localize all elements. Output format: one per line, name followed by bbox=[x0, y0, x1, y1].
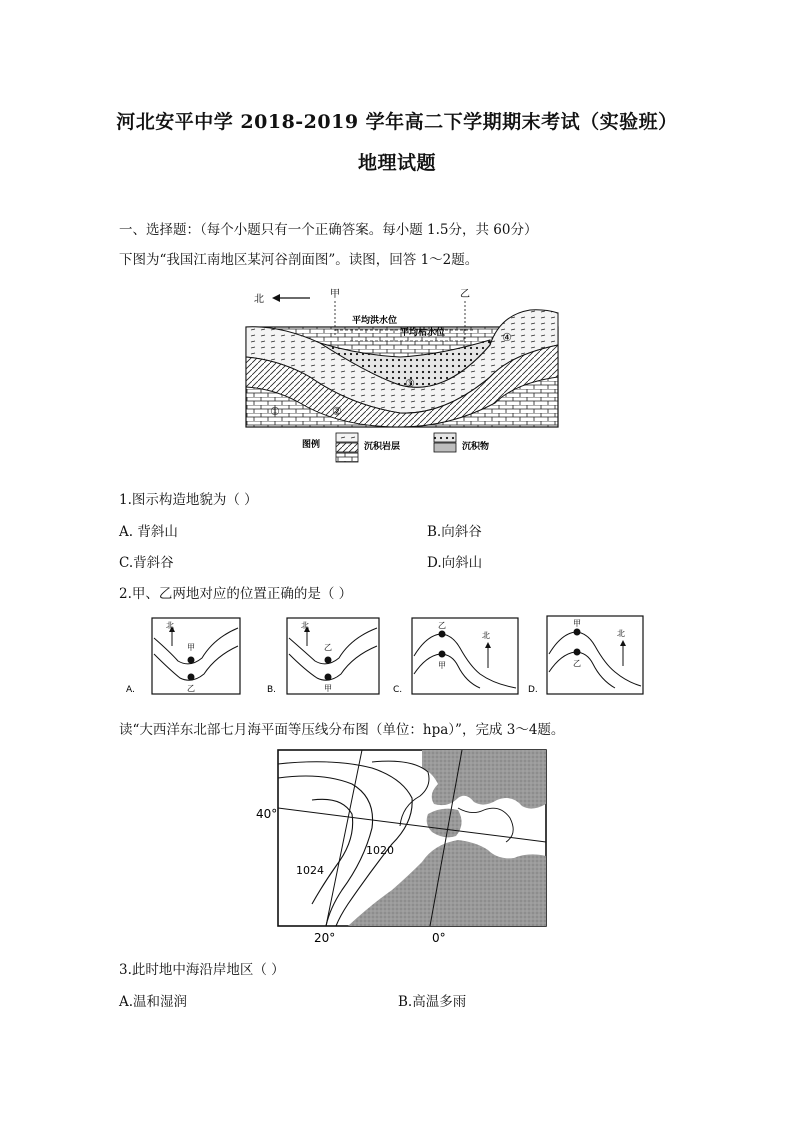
isobar-1024-label: 1024 bbox=[296, 864, 324, 877]
isobar-1020-label: 1020 bbox=[366, 844, 394, 857]
q2b-bottom-label: 甲 bbox=[324, 684, 332, 693]
legend-title: 图例 bbox=[302, 440, 321, 450]
mark-2: ② bbox=[332, 405, 342, 418]
q2a-top-label: 甲 bbox=[187, 643, 195, 652]
q2d-top-label: 甲 bbox=[573, 619, 581, 628]
q2d-letter: D. bbox=[528, 685, 538, 695]
q1-stem: 1.图示构造地貌为（ ） bbox=[119, 492, 258, 508]
page-subtitle: 地理试题 bbox=[357, 152, 436, 174]
q1-option-d: D.向斜山 bbox=[427, 555, 483, 571]
jia-label: 甲 bbox=[330, 289, 340, 300]
q2-option-b-figure bbox=[263, 616, 388, 698]
q2c-top-label: 乙 bbox=[438, 621, 446, 630]
flood-level-label: 平均洪水位 bbox=[352, 316, 398, 326]
q1-option-b: B.向斜谷 bbox=[427, 524, 482, 540]
q2d-bottom-label: 乙 bbox=[573, 659, 581, 668]
lon-20-label: 20° bbox=[314, 931, 336, 945]
q2c-letter: C. bbox=[393, 685, 403, 695]
section-heading: 一、选择题：（每个小题只有一个正确答案。每小题 1.5分，共 60分） bbox=[119, 222, 538, 238]
q3-option-a: A.温和湿润 bbox=[119, 994, 188, 1010]
q3-option-b: B.高温多雨 bbox=[398, 994, 467, 1010]
q2-option-c-figure bbox=[390, 616, 522, 698]
q3-stem: 3.此时地中海沿岸地区（ ） bbox=[119, 962, 285, 978]
isobar-map-figure bbox=[252, 744, 550, 946]
mark-3: ③ bbox=[405, 377, 415, 390]
mark-4: ④ bbox=[502, 331, 512, 344]
q1-option-c: C.背斜谷 bbox=[119, 555, 174, 571]
q2-stem: 2.甲、乙两地对应的位置正确的是（ ） bbox=[119, 586, 353, 602]
figure2-intro: 读“大西洋东北部七月海平面等压线分布图（单位：hpa）”，完成 3～4题。 bbox=[119, 722, 565, 738]
q2b-letter: B. bbox=[267, 685, 277, 695]
q2c-bottom-label: 甲 bbox=[438, 661, 446, 670]
q2c-north: 北 bbox=[482, 631, 490, 640]
q2d-north: 北 bbox=[617, 629, 625, 638]
q2-option-d-figure bbox=[525, 614, 647, 698]
legend-rock-label: 沉积岩层 bbox=[364, 442, 401, 452]
figure1-intro: 下图为“我国江南地区某河谷剖面图”。读图，回答 1～2题。 bbox=[119, 252, 479, 268]
q2a-bottom-label: 乙 bbox=[187, 684, 195, 693]
river-valley-section-figure bbox=[240, 285, 565, 465]
yi-label: 乙 bbox=[460, 289, 470, 300]
mark-1: ① bbox=[270, 405, 280, 418]
q1-option-a: A. 背斜山 bbox=[119, 524, 178, 540]
dry-level-label: 平均枯水位 bbox=[400, 328, 446, 338]
lat-40-label: 40° bbox=[256, 807, 278, 821]
q2b-top-label: 乙 bbox=[324, 643, 332, 652]
page-title: 河北安平中学 2018-2019 学年高二下学期期末考试（实验班） bbox=[116, 111, 678, 133]
q2b-north: 北 bbox=[301, 621, 309, 630]
q2a-letter: A. bbox=[126, 685, 135, 695]
lon-0-label: 0° bbox=[432, 931, 446, 945]
legend-sediment-label: 沉积物 bbox=[462, 442, 490, 452]
north-label: 北 bbox=[254, 294, 264, 305]
q2a-north: 北 bbox=[166, 621, 174, 630]
q2-option-a-figure bbox=[120, 616, 245, 698]
